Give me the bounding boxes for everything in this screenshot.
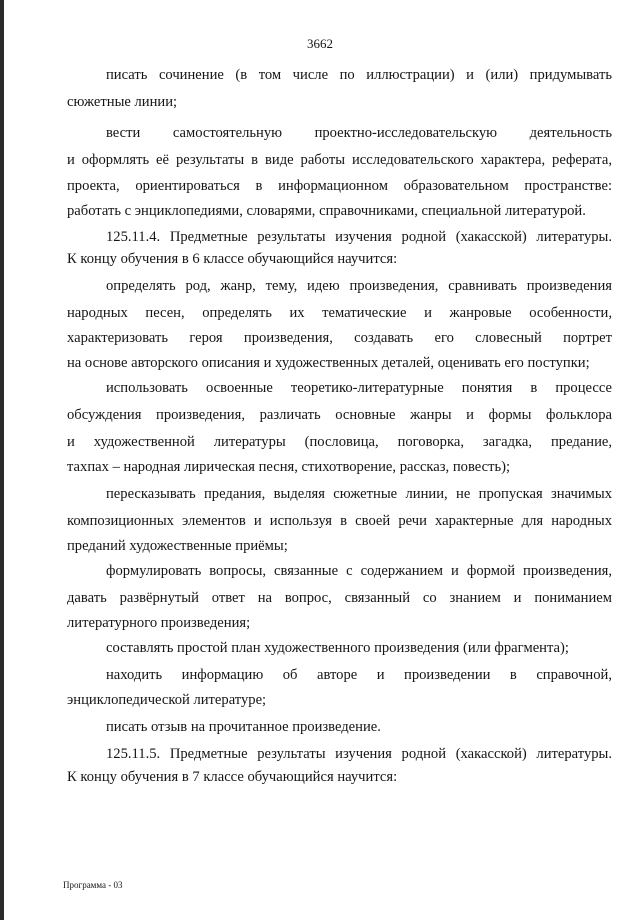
text-line: народных песен, определять их тематические и жанровые особенности, <box>67 305 612 321</box>
section-heading-line: К концу обучения в 7 классе обучающийся научится: <box>67 769 398 785</box>
text-line: преданий художественные приёмы; <box>67 538 288 554</box>
text-line: формулировать вопросы, связанные с содержанием и формой произведения, <box>106 563 612 579</box>
text-line: композиционных элементов и используя в своей речи характерные для народных <box>67 513 612 529</box>
text-line: давать развёрнутый ответ на вопрос, связанный со знанием и пониманием <box>67 590 612 606</box>
text-line: характеризовать героя произведения, создавать его словесный портрет <box>67 330 612 346</box>
text-line: использовать освоенные теоретико-литературные понятия в процессе <box>106 380 612 396</box>
text-line: энциклопедической литературе; <box>67 692 267 708</box>
text-line: писать сочинение (в том числе по иллюстрации) и (или) придумывать <box>106 67 612 83</box>
text-line: и художественной литературы (пословица, поговорка, загадка, предание, <box>67 434 612 450</box>
page-footer: Программа - 03 <box>63 880 123 890</box>
page-number: 3662 <box>307 36 333 51</box>
section-heading-line: 125.11.5. Предметные результаты изучения родной (хакасской) литературы. <box>106 746 612 762</box>
section-heading-line: К концу обучения в 6 классе обучающийся научится: <box>67 251 398 267</box>
text-line: проекта, ориентироваться в информационном образовательном пространстве: <box>67 178 612 194</box>
text-line: и оформлять её результаты в виде работы исследовательского характера, реферата, <box>67 152 612 168</box>
text-line: находить информацию об авторе и произведении в справочной, <box>106 667 612 683</box>
text-line: обсуждения произведения, различать основные жанры и формы фольклора <box>67 407 612 423</box>
text-line: на основе авторского описания и художественных деталей, оценивать его поступки; <box>67 355 590 371</box>
scan-page-edge <box>0 0 4 920</box>
text-line: писать отзыв на прочитанное произведение. <box>106 719 381 735</box>
text-line: пересказывать предания, выделяя сюжетные линии, не пропуская значимых <box>106 486 612 502</box>
section-heading-line: 125.11.4. Предметные результаты изучения родной (хакасской) литературы. <box>106 229 612 245</box>
text-line: вести самостоятельную проектно-исследовательскую деятельность <box>106 125 612 141</box>
text-line: составлять простой план художественного произведения (или фрагмента); <box>106 640 569 656</box>
text-line: работать с энциклопедиями, словарями, справочниками, специальной литературой. <box>67 203 586 219</box>
text-line: сюжетные линии; <box>67 94 178 110</box>
text-line: тахпах – народная лирическая песня, стихотворение, рассказ, повесть); <box>67 459 511 475</box>
text-line: литературного произведения; <box>67 615 251 631</box>
text-line: определять род, жанр, тему, идею произведения, сравнивать произведения <box>106 278 612 294</box>
